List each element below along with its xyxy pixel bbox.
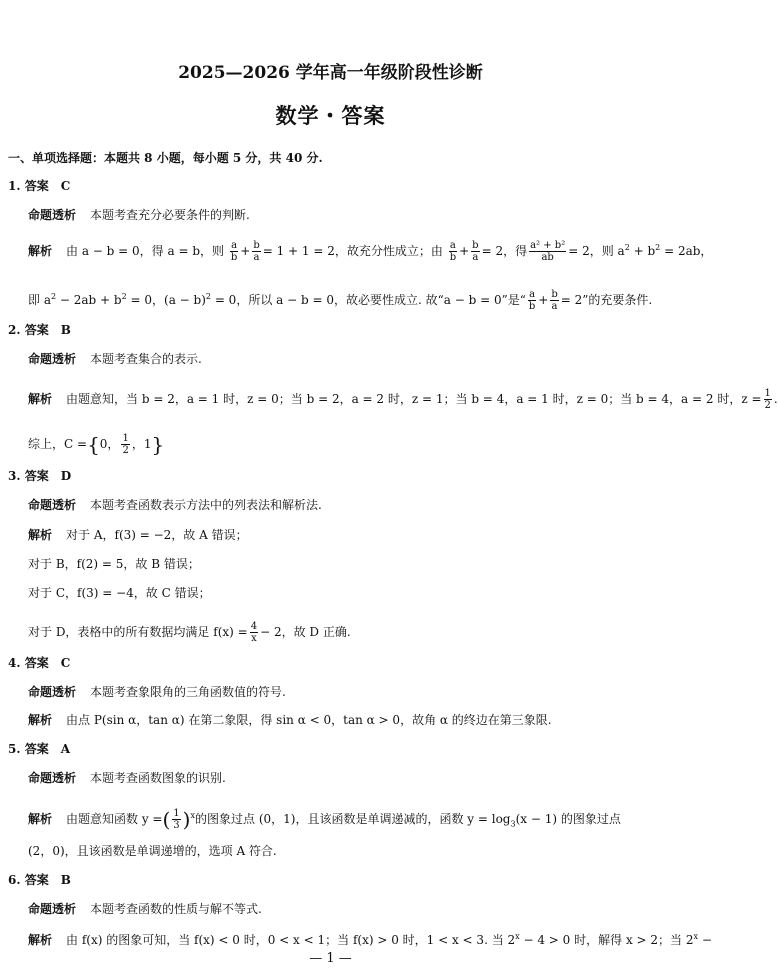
q3-analysis-label: 命题透析	[28, 498, 77, 512]
q1-l2-b: − 2ab + b	[56, 293, 122, 307]
q1-solution-row-2	[28, 289, 652, 312]
q1-solution-row	[28, 240, 712, 263]
q3-solution-label: 解析	[28, 528, 53, 542]
q2-period: .	[773, 392, 778, 406]
q5-solution-row	[28, 808, 621, 831]
q6-sol-text-c: −	[698, 933, 712, 947]
q2-solution-row	[28, 388, 778, 411]
q5-answer: 5. 答案 A	[8, 742, 71, 756]
q2-left-brace: {	[87, 432, 100, 457]
q5-solution-row-2: (2，0)，且该函数是单调递增的，选项 A 符合.	[28, 844, 277, 858]
q1-analysis-row	[28, 208, 250, 222]
q5-solution-label: 解析	[28, 812, 53, 826]
q1-l2-a: 即 a	[28, 293, 51, 307]
q5-frac-third	[172, 808, 180, 831]
q2-frac-den: 2	[764, 400, 771, 411]
q1-sup: 2	[205, 292, 211, 301]
q1-frac-b-over-a	[550, 289, 558, 312]
q4-solution-text: 由点 P(sin α，tan α) 在第二象限，得 sin α < 0，tan α > 0，故角 α 的终边在第三象限.	[66, 713, 552, 727]
q1-sup: 2	[624, 243, 630, 252]
q4-analysis-text: 本题考查象限角的三角函数值的符号.	[90, 685, 286, 699]
q6-solution-row	[28, 930, 712, 947]
q1-frac-a-over-b	[230, 240, 238, 263]
q3-d-text-a: 对于 D，表格中的所有数据均满足 f(x) =	[28, 625, 248, 639]
q2-frac-num: 1	[764, 388, 771, 399]
q2-frac-den: 2	[122, 445, 129, 456]
q1-frac-num: a	[231, 240, 238, 251]
q1-frac-den: ab	[541, 252, 554, 263]
q1-l2-c: = 0，(a − b)	[126, 293, 206, 307]
q6-sol-text-b: − 4 > 0 时，解得 x > 2；当 2	[519, 933, 694, 947]
q2-frac-half	[764, 388, 772, 411]
q3-analysis-text: 本题考查函数表示方法中的列表法和解析法.	[90, 498, 322, 512]
q2-set-a: 0，	[99, 437, 120, 451]
q2-answer: 2. 答案 B	[8, 323, 71, 337]
q1-sol-text-f: = 2ab，	[660, 244, 713, 258]
q4-solution-label: 解析	[28, 713, 53, 727]
doc-title: 2025—2026 学年高一年级阶段性诊断	[178, 63, 483, 83]
q1-frac-a-over-b	[449, 240, 457, 263]
q1-l2-d: = 0，所以 a − b = 0，故必要性成立. 故“a − b = 0”是“	[211, 293, 526, 307]
q1-plus: +	[240, 244, 251, 258]
q2-analysis-text: 本题考查集合的表示.	[90, 352, 202, 366]
q1-plus: +	[459, 244, 470, 258]
q2-summary-row	[28, 433, 164, 456]
q1-frac-b-over-a	[252, 240, 260, 263]
q2-frac-num: 1	[122, 433, 129, 444]
q2-analysis-label: 命题透析	[28, 352, 77, 366]
q1-frac-den: b	[230, 252, 238, 263]
q2-set-b: ，1	[131, 437, 152, 451]
q1-sup: 2	[655, 243, 661, 252]
q3-solution-row	[28, 528, 248, 542]
q1-sup: 2	[121, 292, 127, 301]
q5-sol-text-c: (x − 1) 的图象过点	[515, 812, 621, 826]
q1-sol-text-d: = 2，则 a	[568, 244, 625, 258]
q1-analysis-label: 命题透析	[28, 208, 77, 222]
q6-analysis-row	[28, 902, 262, 916]
q3-d-text-b: − 2，故 D 正确.	[260, 625, 351, 639]
q4-solution-row	[28, 713, 552, 727]
q1-frac-den: a	[551, 301, 558, 312]
q1-frac-num: a	[449, 240, 456, 251]
q2-solution-label: 解析	[28, 392, 53, 406]
q1-solution-label: 解析	[28, 244, 53, 258]
q3-answer: 3. 答案 D	[8, 469, 72, 483]
q5-paren-right: )	[182, 807, 191, 832]
q3-analysis-row	[28, 498, 322, 512]
q3-solution-text: 对于 A，f(3) = −2，故 A 错误；	[66, 528, 248, 542]
q4-analysis-label: 命题透析	[28, 685, 77, 699]
q1-frac-num: b	[253, 240, 260, 251]
q5-analysis-row	[28, 771, 226, 785]
q5-exp: x	[190, 811, 195, 820]
q5-analysis-label: 命题透析	[28, 771, 77, 785]
q1-frac-num: a² + b²	[530, 240, 566, 251]
q1-frac-den: a	[472, 252, 479, 263]
q4-analysis-row	[28, 685, 286, 699]
q2-analysis-row	[28, 352, 202, 366]
q3-frac-num: 4	[250, 621, 258, 632]
q1-sol-text-c: = 2，得	[481, 244, 528, 258]
q6-answer: 6. 答案 B	[8, 873, 71, 887]
q6-analysis-label: 命题透析	[28, 902, 77, 916]
q4-answer: 4. 答案 C	[8, 656, 71, 670]
q6-exp: x	[515, 932, 520, 941]
q2-frac-half	[121, 433, 129, 456]
q1-sol-text-e: + b	[629, 244, 656, 258]
q3-frac-den: x	[251, 633, 257, 644]
q1-sup: 2	[50, 292, 57, 301]
q1-frac-den: b	[528, 301, 536, 312]
q6-exp: x	[693, 932, 698, 941]
q6-solution-label: 解析	[28, 933, 53, 947]
q2-right-brace: }	[151, 432, 165, 457]
doc-subtitle: 数学・答案	[275, 103, 386, 128]
section-heading: 一、单项选择题：本题共 8 小题，每小题 5 分，共 40 分.	[8, 151, 323, 165]
q2-summary-text: 综上，C =	[28, 437, 88, 451]
q1-frac-b-over-a	[471, 240, 479, 263]
q6-sol-text-a: 由 f(x) 的图象可知，当 f(x) < 0 时，0 < x < 1；当 f(x) > 0 时，1 < x < 3. 当 2	[66, 933, 516, 947]
q1-analysis-text: 本题考查充分必要条件的判断.	[90, 208, 250, 222]
q1-sol-text-b: = 1 + 1 = 2，故充分性成立；由	[262, 244, 443, 258]
q1-l2-e: = 2”的充要条件.	[560, 293, 653, 307]
q5-log-base: 3	[510, 819, 516, 829]
q5-frac-den: 3	[173, 820, 180, 831]
q1-answer: 1. 答案 C	[8, 179, 71, 193]
q3-option-b: 对于 B，f(2) = 5，故 B 错误；	[28, 557, 200, 571]
q5-frac-num: 1	[173, 808, 180, 819]
q5-sol-text-a: 由题意知函数 y =	[66, 812, 163, 826]
q1-frac-den: b	[449, 252, 457, 263]
q3-option-c: 对于 C，f(3) = −4，故 C 错误；	[28, 586, 211, 600]
page-number: — 1 —	[309, 951, 352, 966]
q1-frac-sum-squares	[529, 240, 566, 263]
q5-sol-text-b: 的图象过点 (0，1)，且该函数是单调递减的，函数 y = log	[195, 812, 511, 826]
q5-analysis-text: 本题考查函数图象的识别.	[90, 771, 226, 785]
q3-frac	[250, 621, 258, 644]
q1-frac-den: a	[253, 252, 260, 263]
q1-frac-num: b	[551, 289, 558, 300]
q6-analysis-text: 本题考查函数的性质与解不等式.	[90, 902, 262, 916]
q3-option-d	[28, 621, 351, 644]
q2-solution-text: 由题意知，当 b = 2，a = 1 时，z = 0；当 b = 2，a = 2 时，z = 1；当 b = 4，a = 1 时，z = 0；当 b = 4，a = 2 时，z =	[66, 392, 762, 406]
q1-sol-text-a: 由 a − b = 0，得 a = b，则	[66, 244, 225, 258]
q1-frac-num: a	[529, 289, 536, 300]
q1-plus: +	[538, 293, 549, 307]
q1-frac-num: b	[472, 240, 479, 251]
q1-frac-a-over-b	[528, 289, 536, 312]
q5-paren-left: (	[162, 807, 171, 832]
